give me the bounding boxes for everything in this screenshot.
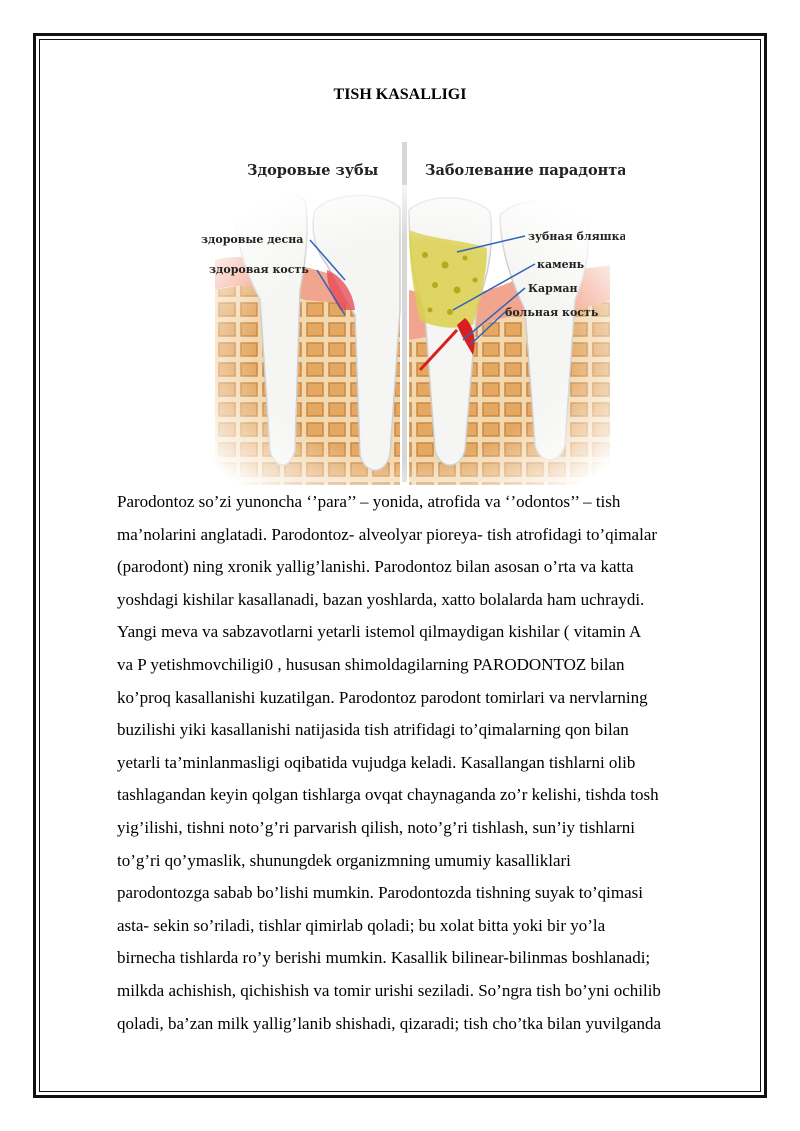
label-diseased-bone: больная кость [505, 306, 599, 319]
body-paragraph [117, 486, 717, 1040]
paragraph-line: qoladi, ba’zan milk yallig’lanib shishadi, qizaradi; tish cho’tka bilan yuvilganda [117, 1013, 662, 1033]
paragraph-line: Parodontoz so’zi yunoncha ‘’para’’ – yonida, atrofida va ‘’odontos’’ – tish [117, 492, 621, 511]
right-heading: Заболевание парадонта [425, 162, 625, 179]
paragraph-line: yig’ilishi, tishni noto’g’ri parvarish qilish, noto’g’ri tishlash, sun’iy tishlarni [117, 817, 635, 837]
paragraph-line: milkda achishish, qichishish va tomir urishi seziladi. So’ngra tish bo’yni ochilib [117, 980, 661, 1000]
paragraph-line: va P yetishmovchiligi0 , hususan shimoldagilarning PARODONTOZ bilan [117, 654, 625, 674]
paragraph-line: tashlagandan keyin qolgan tishlarga ovqat chaynaganda zo’r kelishi, tishda tosh [117, 785, 659, 805]
label-plaque: зубная бляшка [528, 230, 625, 243]
label-healthy-bone: здоровая кость [209, 263, 309, 276]
paragraph-line: Yangi meva va sabzavotlarni yetarli istemol qilmaydigan kishilar ( vitamin A [117, 622, 642, 642]
paragraph-line: buzilishi yiki kasallanishi natijasida tish atrifidagi to’qimalarning qon bilan [117, 720, 629, 740]
paragraph-line: birnecha tishlarda ro’y berishi mumkin. Kasallik bilinear-bilinmas boshlanadi; [117, 948, 651, 968]
paragraph-line: yetarli ta’minlanmasligi oqibatida vujudga keladi. Kasallangan tishlarni olib [117, 752, 636, 772]
left-heading: Здоровые зубы [247, 162, 379, 179]
periodontal-illustration [195, 140, 625, 485]
paragraph-line: (parodont) ning xronik yallig’lanishi. Parodontoz bilan asosan o’rta va katta [117, 557, 634, 577]
paragraph-line: parodontozga sabab bo’lishi mumkin. Parodontozda tishning suyak to’qimasi [117, 883, 643, 903]
label-pocket: Карман [528, 282, 578, 295]
label-calculus: камень [537, 258, 585, 271]
teeth-diagram-svg [195, 140, 625, 485]
paragraph-line: to’g’ri qo’ymaslik, shunungdek organizmning umumiy kasalliklari [117, 850, 571, 870]
paragraph-line: yoshdagi kishilar kasallanadi, bazan yoshlarda, xatto bolalarda ham uchraydi. [117, 589, 645, 609]
paragraph-line: ko’proq kasallanishi kuzatilgan. Parodontoz parodont tomirlari va nervlarning [117, 687, 648, 707]
label-healthy-gums: здоровые десна [201, 233, 304, 246]
paragraph-line: ma’nolarini anglatadi. Parodontoz- alveolyar pioreya- tish atrofidagi to’qimalar [117, 524, 658, 544]
document-title: TISH KASALLIGI [333, 86, 467, 103]
paragraph-line: asta- sekin so’riladi, tishlar qimirlab qoladi; bu xolat bitta yoki bir yo’la [117, 915, 606, 935]
